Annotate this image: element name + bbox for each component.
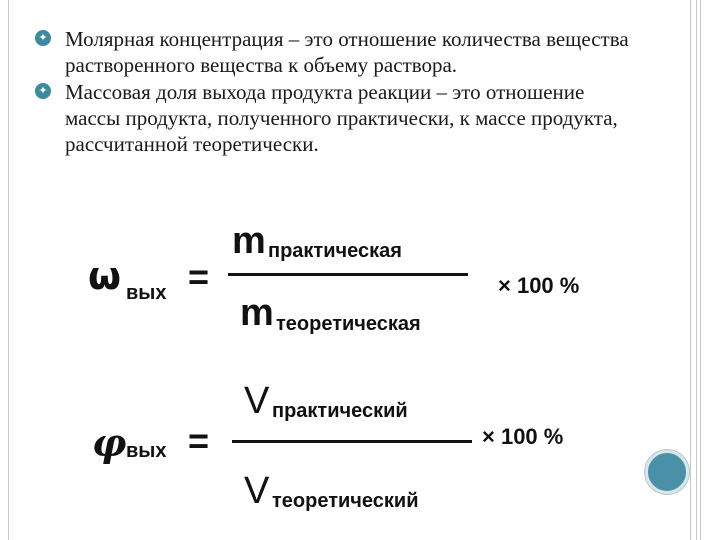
equals-sign: = — [188, 420, 210, 461]
sunburst-bullet-icon: ✦ — [35, 83, 51, 99]
bullet-list — [32, 26, 632, 158]
decorative-circle — [645, 450, 689, 494]
fraction-bar — [228, 273, 468, 276]
denominator-subscript: теоретический — [272, 490, 419, 512]
bullet-item-mass-fraction-yield — [32, 79, 632, 157]
bullet-text: Молярная концентрация – это отношение количества вещества растворенного вещества к объему раствора. — [65, 27, 629, 77]
denominator-variable: V — [244, 470, 270, 512]
numerator-subscript: практический — [272, 400, 408, 422]
omega-symbol: ω — [88, 254, 122, 298]
fraction-bar — [232, 440, 472, 443]
numerator-variable: m — [232, 220, 266, 262]
denominator-subscript: теоретическая — [276, 313, 421, 335]
bullet-item-molar-concentration — [32, 26, 632, 78]
phi-subscript: вых — [126, 440, 167, 462]
equals-sign: = — [188, 256, 210, 297]
frame-line-right-1 — [690, 0, 691, 540]
numerator-variable: V — [244, 380, 270, 422]
bullet-text: Массовая доля выхода продукта реакции – это отношение массы продукта, полученного практически, к массе продукта, рассчитанной теоретически. — [65, 80, 618, 156]
percent-factor: × 100 % — [482, 424, 564, 449]
phi-symbol: φ — [92, 420, 127, 465]
numerator-subscript: практическая — [268, 240, 402, 262]
frame-line-left — [8, 0, 9, 540]
percent-factor: × 100 % — [498, 273, 580, 298]
frame-line-right-2 — [696, 0, 697, 540]
sunburst-bullet-icon: ✦ — [35, 30, 51, 46]
frame-line-right-3 — [700, 0, 701, 540]
omega-subscript: вых — [126, 282, 167, 304]
denominator-variable: m — [240, 292, 274, 334]
